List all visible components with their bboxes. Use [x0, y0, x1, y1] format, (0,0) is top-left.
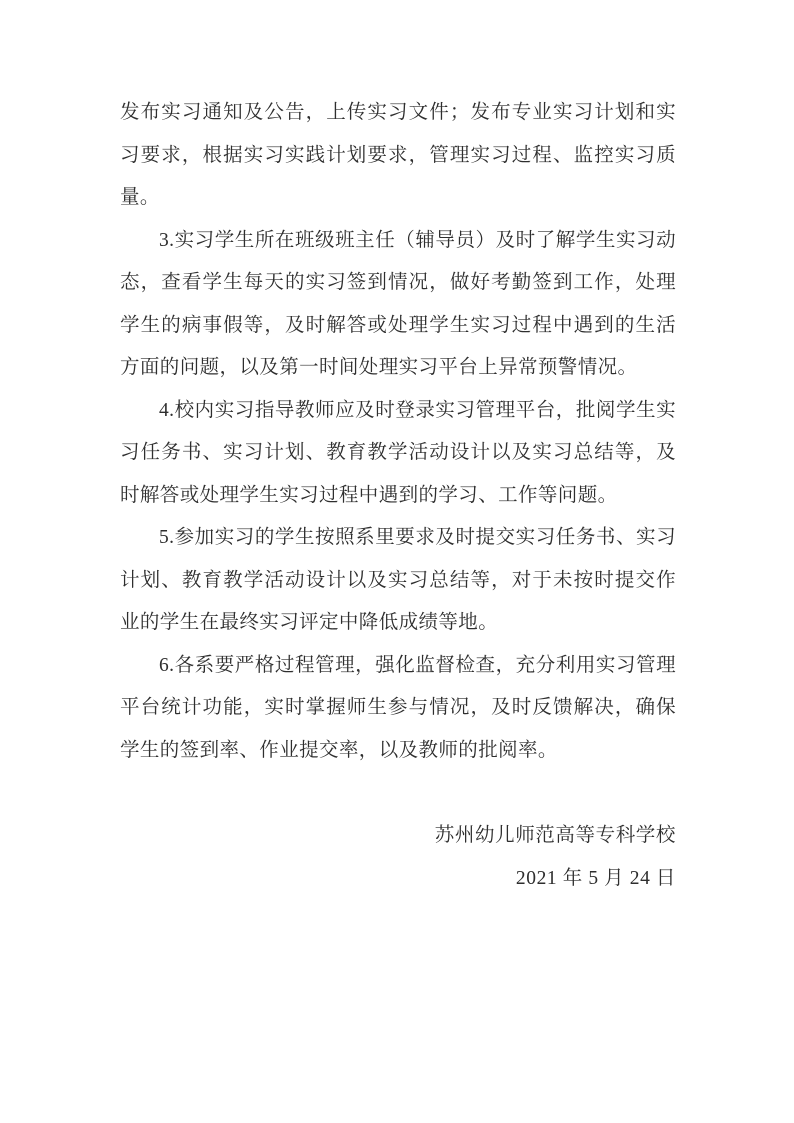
paragraph-item-3: 3.实习学生所在班级班主任（辅导员）及时了解学生实习动态，查看学生每天的实习签到情况，做好考勤签到工作，处理学生的病事假等，及时解答或处理学生实习过程中遇到的生活方面的问题，以及第一时间处理实习平台上异常预警情况。: [120, 229, 676, 378]
paragraph-item-6: 6.各系要严格过程管理，强化监督检查，充分利用实习管理平台统计功能，实时掌握师生参与情况，及时反馈解决，确保学生的签到率、作业提交率，以及教师的批阅率。: [120, 654, 676, 761]
paragraph-item-4: 4.校内实习指导教师应及时登录实习管理平台，批阅学生实习任务书、实习计划、教育教学活动设计以及实习总结等，及时解答或处理学生实习过程中遇到的学习、工作等问题。: [120, 399, 676, 506]
paragraph-item-5: 5.参加实习的学生按照系里要求及时提交实习任务书、实习计划、教育教学活动设计以及实习总结等，对于未按时提交作业的学生在最终实习评定中降低成绩等地。: [120, 527, 676, 633]
signature-organization: 苏州幼儿师范高等专科学校: [434, 825, 676, 846]
document-body: [120, 92, 676, 900]
signature-date: 2021 年 5 月 24 日: [515, 867, 676, 889]
paragraph-continuation: 发布实习通知及公告，上传实习文件；发布专业实习计划和实习要求，根据实习实践计划要求，管理实习过程、监控实习质量。: [120, 102, 676, 208]
signature-block: [120, 815, 676, 900]
